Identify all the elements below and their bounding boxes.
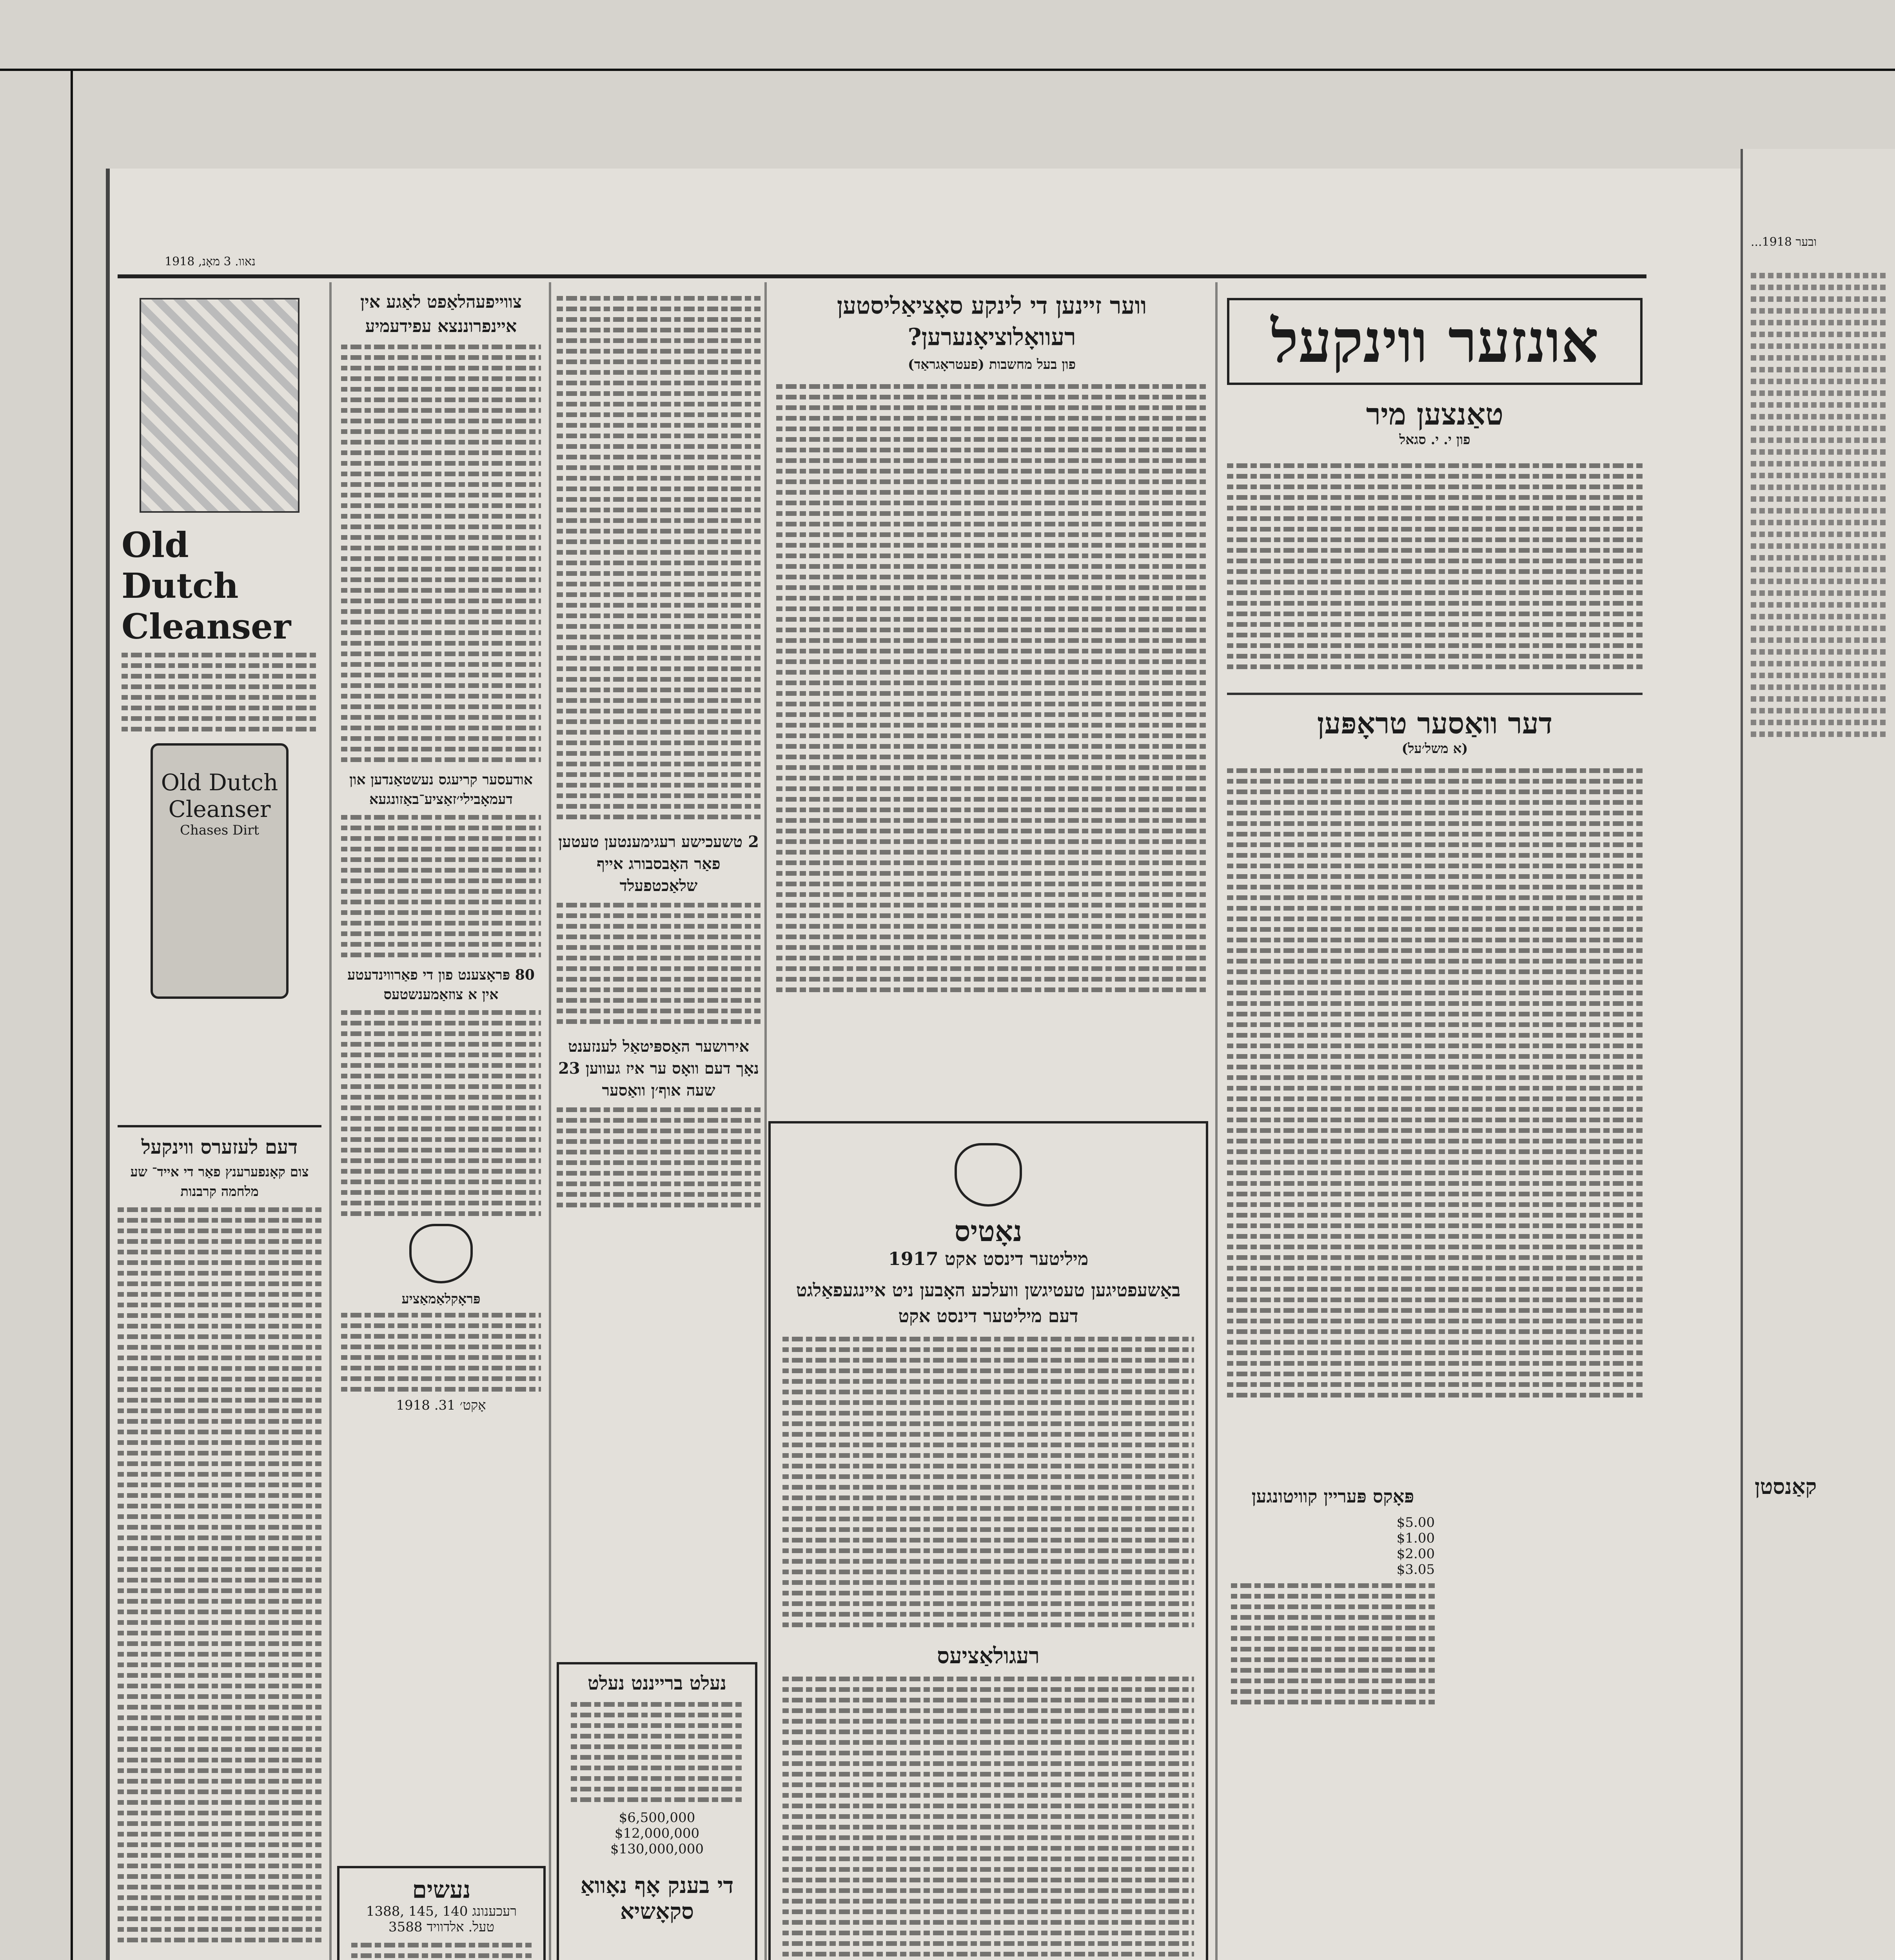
old-dutch-line1: Old (122, 524, 189, 565)
price-item: $3.05 (1396, 1562, 1435, 1577)
proclamation-text (341, 1313, 541, 1392)
col1-heading: דעם לעזערס ווינקעל (118, 1125, 321, 1158)
col2-heading: צווייפעהלאַפט לאַגע אין איינפרוננצא עפידעמיע (360, 292, 522, 336)
proclamation-title: פּראָקלאַמאַציע (401, 1291, 481, 1307)
column-rule (549, 282, 551, 1960)
regulations-title: רעגולאַציעס (937, 1643, 1040, 1669)
col1-text (118, 1207, 321, 1942)
food-prices-text (1231, 1583, 1435, 1704)
col3-text-1 (557, 903, 761, 1024)
poem-byline: (א משל׳על) (1401, 741, 1468, 757)
woman-cleaning-illustration (140, 298, 299, 513)
death-notice-title: נעשים (412, 1876, 471, 1904)
center-byline: פון בעל מחשבות (פעטראָגראַד) (908, 357, 1076, 372)
can-slogan: Chases Dirt (180, 822, 260, 838)
col2-text-1 (341, 345, 541, 762)
section-title: טאַנצען מיר (1366, 397, 1504, 432)
masthead-title: אונזער ווינקעל (1227, 298, 1643, 385)
adjacent-page-text (1751, 267, 1888, 743)
coat-of-arms-icon (409, 1224, 473, 1283)
center-article (776, 290, 1207, 998)
bank-ad-title: נעלט ברייננט נעלט (588, 1672, 726, 1694)
notice-text (782, 1337, 1194, 1627)
notice-headline: באַשעפטיגען טעטיגשן וועלכע האָבען ניט איינגעפאַלגט דעם מיליטער דינסט אקט (796, 1279, 1181, 1327)
poem-lines (1227, 463, 1643, 669)
bank-name: די בענק אָף נאָוואַ סקאָשיא (580, 1873, 734, 1924)
regulations-text (782, 1677, 1194, 1960)
column-three-text (557, 296, 761, 819)
col2-text-3 (341, 1010, 541, 1216)
adjacent-page-heading-1: קאַנסטן (1755, 1474, 1817, 1499)
center-article-text (776, 384, 1207, 992)
col1-subheading: צום קאָנפערענץ פאַר די אייד־ שע מלחמה קרבנות (130, 1164, 309, 1200)
bank-figure: $130,000,000 (610, 1841, 704, 1857)
column-rule (1215, 282, 1218, 1960)
masthead-rule (118, 274, 1646, 278)
frame-line-left (71, 69, 73, 1960)
column-two (341, 290, 541, 1413)
price-item: $5.00 (1396, 1515, 1435, 1530)
column-rule (764, 282, 767, 1960)
col2-text-2 (341, 815, 541, 957)
coat-of-arms-icon (955, 1143, 1022, 1207)
death-notice-phone: טעל. אלדוויד 3588 (388, 1919, 494, 1935)
notice-title: נאָטיס (954, 1214, 1022, 1248)
can-label-2: Cleanser (168, 796, 271, 822)
masthead-block (1227, 298, 1643, 1403)
col2-subheading-2: 80 פּראָצענט פון די פאַרווינדעטע אין א צוזאַמענשטעס (347, 967, 535, 1003)
fable-text (1227, 768, 1643, 1397)
can-label-1: Old Dutch (161, 769, 278, 796)
death-notice-note: רעכענונג 140 ,145 ,1388 (366, 1904, 517, 1919)
column-three (557, 290, 761, 1213)
old-dutch-line3: Cleanser (122, 606, 291, 647)
poem-heading: דער וואַסער טראָפּען (1227, 693, 1643, 741)
column-rule (329, 282, 332, 1960)
old-dutch-line2: Dutch (122, 565, 239, 606)
col3-text-2 (557, 1107, 761, 1207)
price-item: $2.00 (1396, 1546, 1435, 1562)
dateline: 1918 ,נאוו. 3 מאָנ (165, 255, 256, 269)
col2-subheading-1: אודעסער קריעגס נעשטאַנדען און דעמאָבילי׳זאַציע־באַזונגעא (349, 771, 533, 808)
proclamation-date: 1918 .31 אָקט׳ (396, 1397, 486, 1413)
death-notice (337, 1866, 546, 1960)
byline: פון י. י. סגאל (1399, 432, 1470, 448)
bank-ad (557, 1662, 757, 1960)
col3-heading-2: אירושער האַספּיטאַל לענזענט נאָך דעם וואָס ער איז געווען 23 שעה אוף׳ן וואַסער (558, 1037, 759, 1100)
food-prices-notice (1231, 1486, 1435, 1710)
column-one (118, 1125, 321, 1948)
cleanser-can (151, 743, 289, 999)
frame-line-top (0, 69, 1895, 71)
adjacent-page (1741, 149, 1895, 1960)
old-dutch-ad (122, 298, 318, 1011)
bank-ad-text (571, 1702, 743, 1802)
col3-heading-1: 2 טשעכישע רעגימענטען טעטען פאַר האָבסבורג אייף שלאַכטפעלד (558, 833, 759, 895)
death-notice-text (351, 1943, 532, 1960)
bank-figure: $12,000,000 (614, 1826, 700, 1841)
center-headline: ווער זיינען די לינקע סאָציאַליסטען רעוואָלוציאָנערען? (837, 292, 1147, 351)
food-prices-title: פּאָקס פּעריין קוויטונגען (1251, 1486, 1414, 1507)
bank-figure: $6,500,000 (619, 1810, 695, 1826)
old-dutch-copy (122, 653, 318, 731)
military-notice (768, 1121, 1208, 1960)
adjacent-page-header: ...ובער 1918 (1751, 235, 1817, 249)
price-item: $1.00 (1396, 1530, 1435, 1546)
notice-act: מיליטער דינסט אקט 1917 (888, 1248, 1089, 1269)
